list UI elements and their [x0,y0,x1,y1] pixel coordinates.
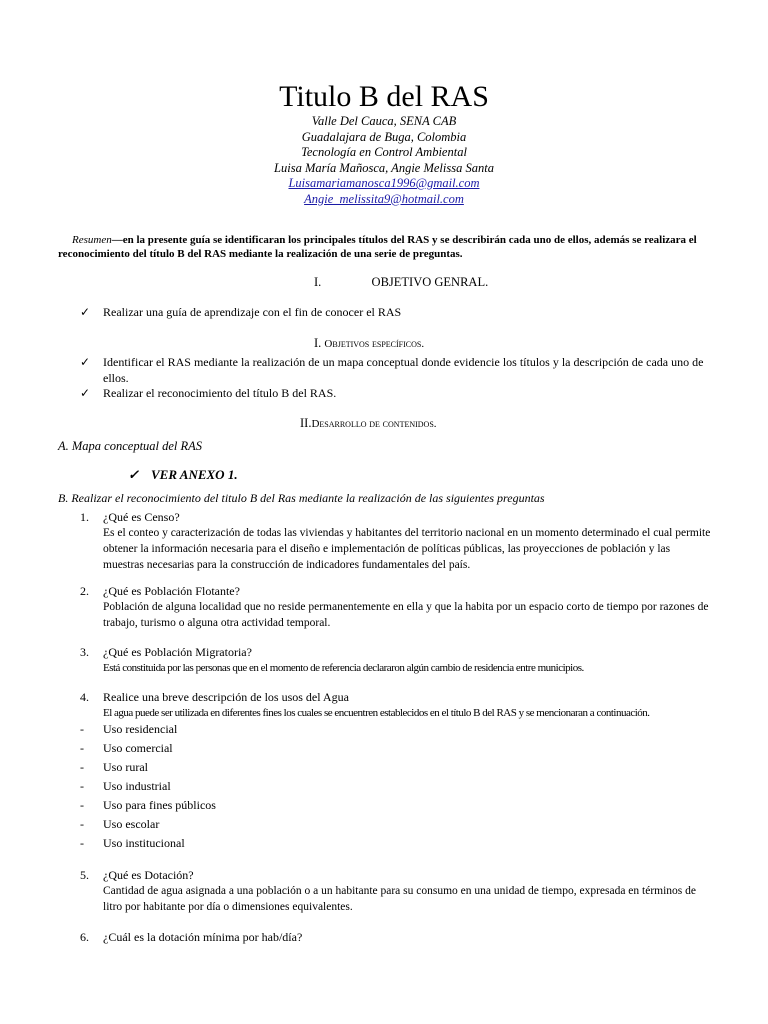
water-use-text: Uso residencial [103,722,178,736]
section-heading-general [314,274,488,290]
water-use-text: Uso escolar [103,817,160,831]
dash-bullet: - [80,779,84,793]
water-use-text: Uso industrial [103,779,171,793]
check-icon: ✓ [80,355,91,369]
section-heading-specific [314,335,424,352]
annex-text: VER ANEXO 1. [151,467,238,482]
subsection-a: A. Mapa conceptual del RAS [58,439,203,453]
check-icon: ✓ [128,467,139,482]
dash-bullet: - [80,760,84,774]
email-link-1[interactable]: Luisamariamanosca1996@gmail.com [288,176,480,190]
question-number: 6. [80,930,89,944]
section-numeral: I. [314,336,322,350]
dash-bullet: - [80,836,84,850]
answer-text: Está constituida por las personas que en el momento de referencia declararon algún cambio de residencia entre municipios. [103,662,584,674]
section-numeral: II. [300,416,312,430]
water-use-text: Uso comercial [103,741,173,755]
section-heading-development [300,415,437,432]
question-number: 5. [80,868,89,882]
water-use-text: Uso para fines públicos [103,798,216,812]
city-line: Guadalajara de Buga, Colombia [301,129,467,144]
dash-bullet: - [80,741,84,755]
section-title: Desarrollo de contenidos. [311,418,437,430]
section-title: Objetivos específicos. [324,338,425,350]
objective-text: Realizar el reconocimiento del título B del RAS. [103,386,337,400]
answer-text: Es el conteo y caracterización de todas las viviendas y habitantes del territorio nacional en un momento determinado el cual permite obtener la información necesaria para el diseño e implementación de políticas públicas, las proyecciones de población y las muestras necesarias para la construcción de indicadores fundamentales del país. [103,527,711,571]
section-title: OBJETIVO GENRAL. [371,275,489,289]
answer-text: Cantidad de agua asignada a una población o a un habitante para su consumo en una unidad de tiempo, expresada en términos de litro por habitante por día o dimensiones equivalentes. [103,885,697,913]
answer-text: El agua puede ser utilizada en diferentes fines los cuales se encuentren establecidos en el título B del RAS y se mencionaran a continuación. [103,707,650,719]
dash-bullet: - [80,722,84,736]
email-link-2[interactable]: Angie_melissita9@hotmail.com [304,191,464,206]
water-use-text: Uso institucional [103,836,185,850]
question-number: 1. [80,510,89,524]
authors-line: Luisa María Mañosca, Angie Melissa Santa [274,160,494,175]
author-block [0,114,768,207]
abstract [58,233,714,261]
check-icon: ✓ [80,386,91,400]
water-use-text: Uso rural [103,760,148,774]
question-text: ¿Qué es Población Migratoria? [103,645,252,659]
question-number: 4. [80,690,89,704]
objective-text: Identificar el RAS mediante la realización de un mapa conceptual donde evidencie los títulos y la descripción de cada uno de ellos. [103,355,704,385]
objective-text: Realizar una guía de aprendizaje con el fin de conocer el RAS [103,305,402,319]
abstract-text: —en la presente guía se identificaran los principales títulos del RAS y se describirán cada uno de ellos, además se realizara el reconocimiento del título B del RAS mediante la realización de una serie de preguntas. [58,234,697,260]
question-text: ¿Qué es Dotación? [103,868,194,882]
dash-bullet: - [80,817,84,831]
dash-bullet: - [80,798,84,812]
abstract-label: Resumen [72,234,112,246]
question-number: 3. [80,645,89,659]
affiliation-line: Valle Del Cauca, SENA CAB [311,114,457,128]
question-number: 2. [80,584,89,598]
document-title: Titulo B del RAS [279,80,489,113]
section-numeral: I. [314,275,322,289]
question-text: ¿Cuál es la dotación mínima por hab/día? [103,930,303,944]
question-text: Realice una breve descripción de los usos del Agua [103,690,349,704]
question-text: ¿Qué es Censo? [103,510,180,524]
check-icon: ✓ [80,305,91,319]
subsection-b: B. Realizar el reconocimiento del titulo B del Ras mediante la realización de las siguientes preguntas [58,491,545,505]
answer-text: Población de alguna localidad que no reside permanentemente en ella y que la habita por un espacio corto de tiempo por razones de trabajo, turismo o alguna otra actividad temporal. [103,601,709,629]
program-line: Tecnología en Control Ambiental [301,145,467,159]
question-text: ¿Qué es Población Flotante? [103,584,240,598]
